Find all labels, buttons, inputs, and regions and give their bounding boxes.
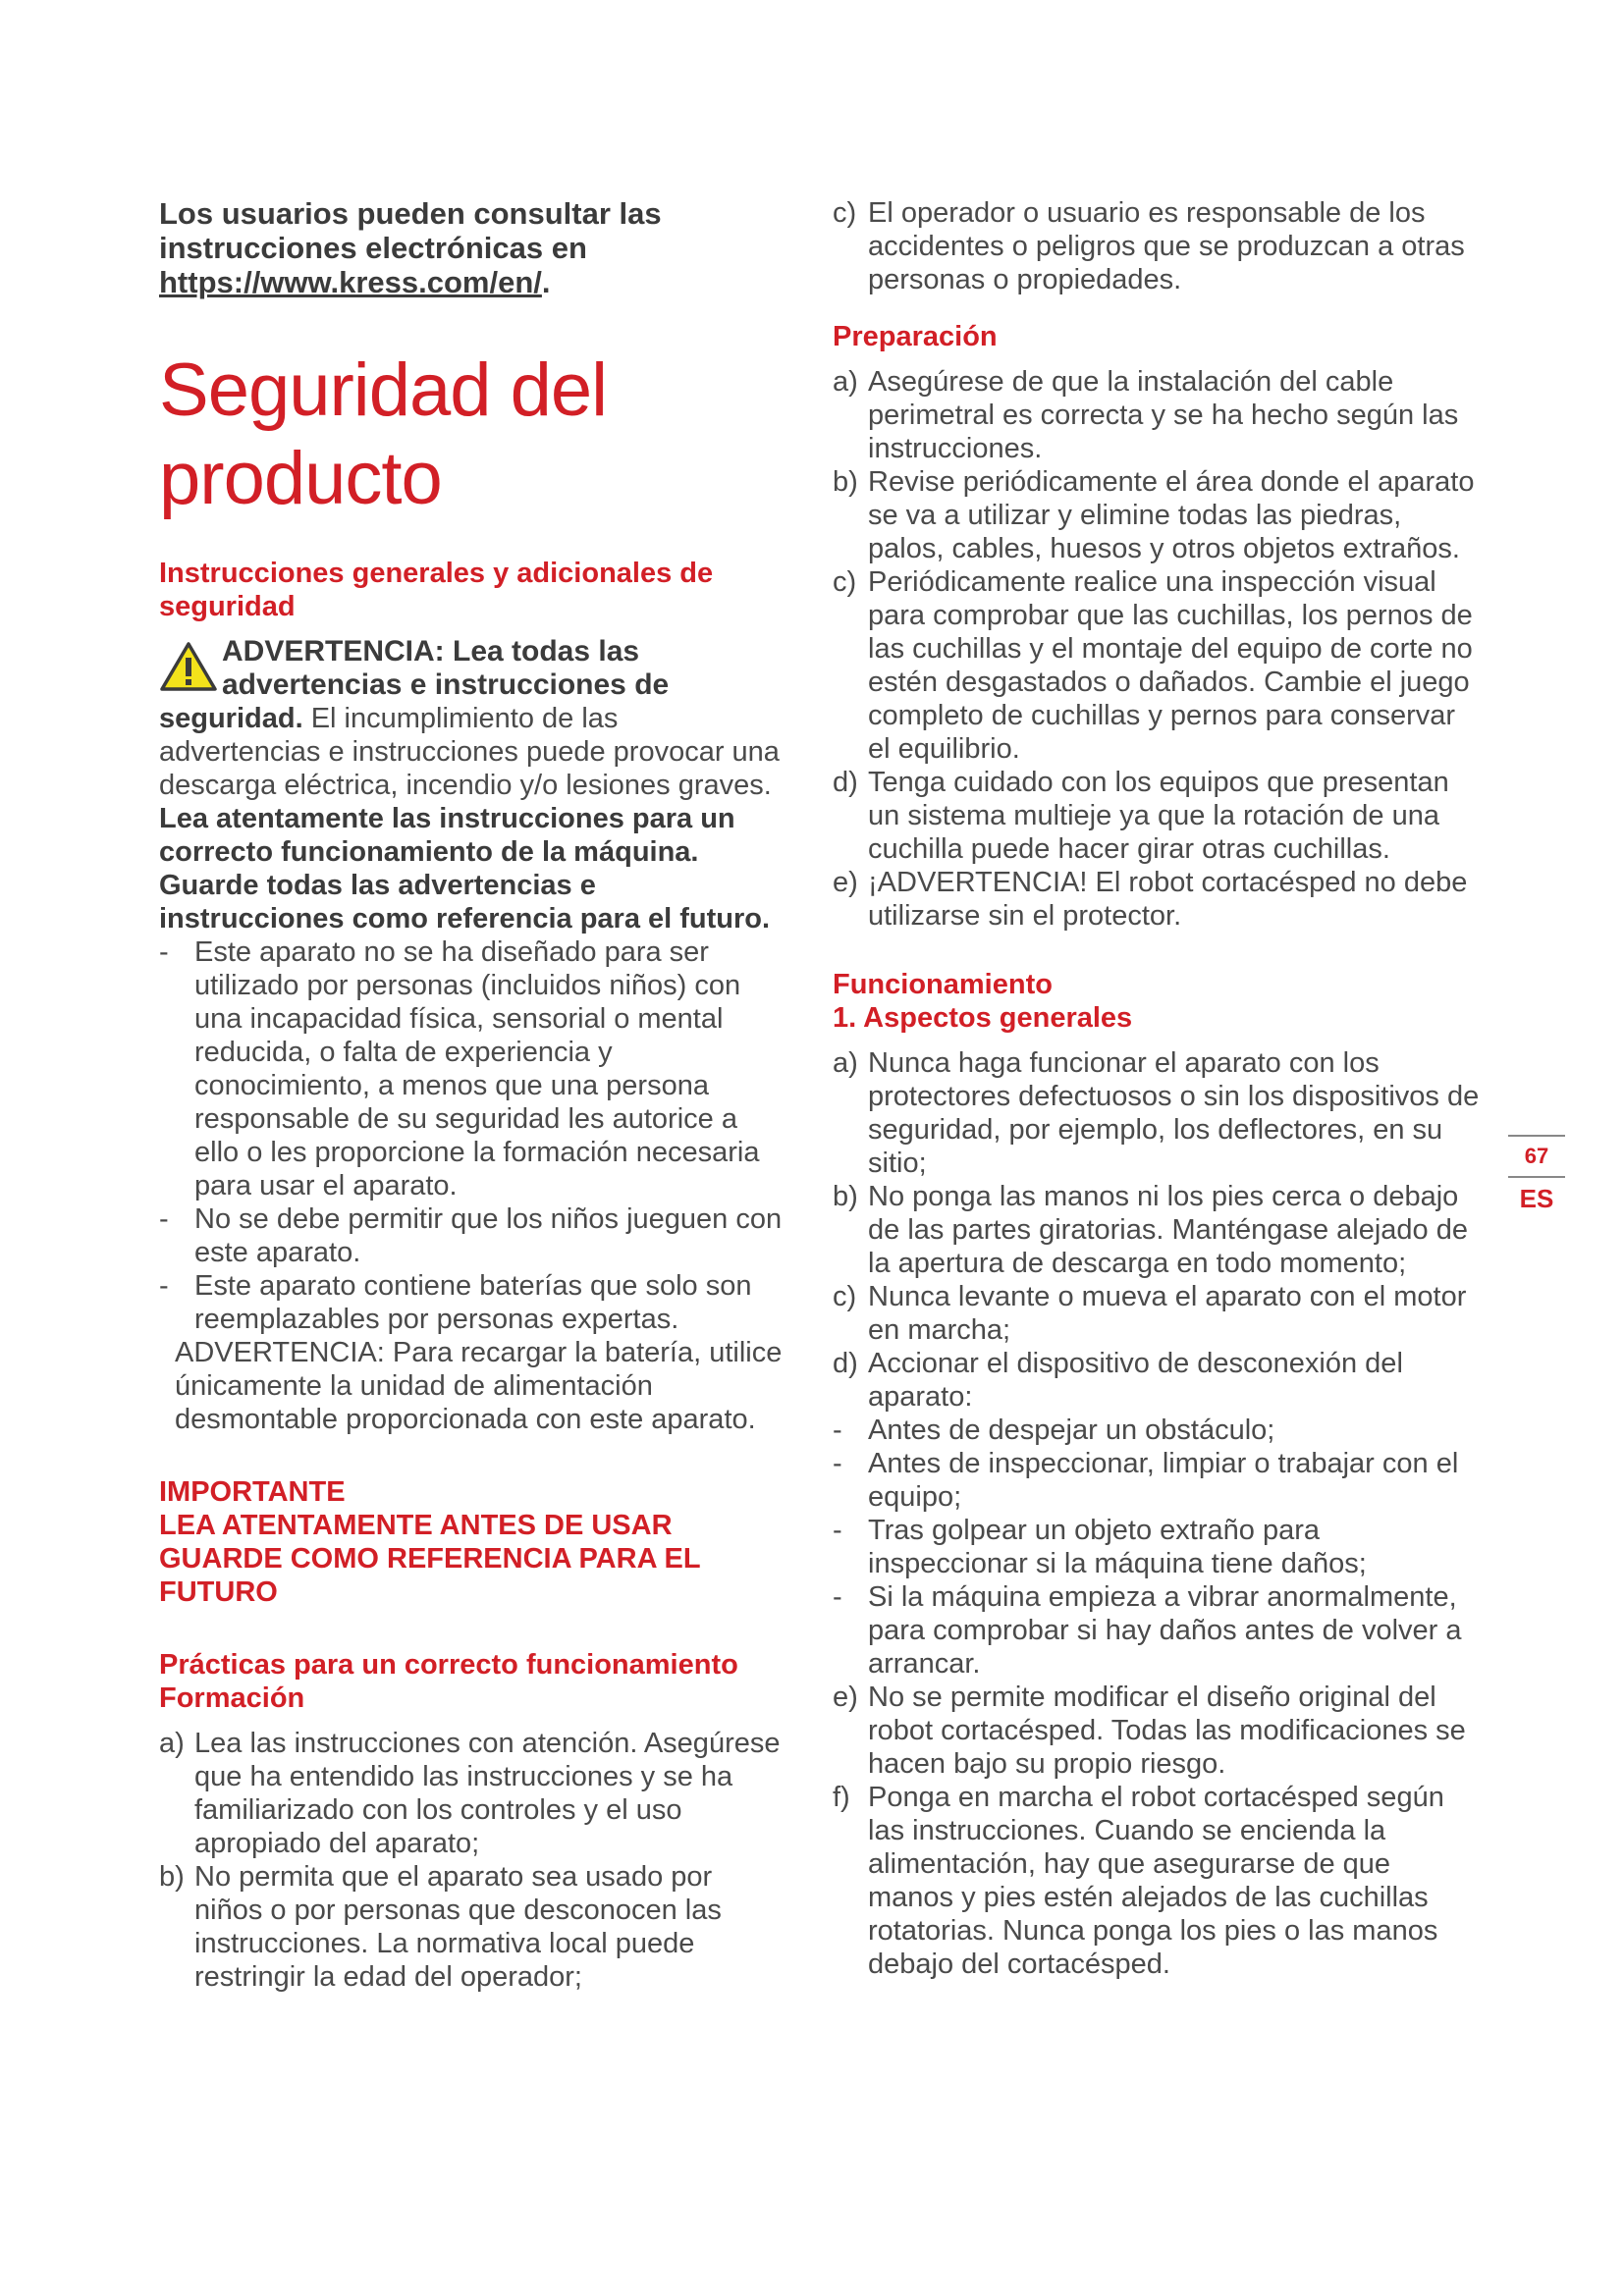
preparation-heading: Preparación	[833, 321, 998, 352]
warning-line-2: advertencias e instrucciones de	[222, 668, 670, 701]
page-marker	[1508, 1135, 1565, 1213]
list-item: c) El operador o usuario es responsable de los accidentes o peligros que se produzcan a otras personas o propiedades.	[833, 197, 1465, 295]
list-item: - Antes de despejar un obstáculo;	[833, 1415, 1275, 1446]
list-item: a) Asegúrese de que la instalación del cable perimetral es correcta y se ha hecho según las instrucciones.	[833, 366, 1459, 464]
read-carefully-text: Lea atentamente las instrucciones para un correcto funcionamiento de la máquina. Guarde todas las advertencias e instrucciones como referencia para el futuro.	[159, 803, 771, 934]
battery-warning: ADVERTENCIA: Para recargar la batería, utilice únicamente la unidad de alimentación desmontable proporcionada con este aparato.	[175, 1337, 783, 1435]
operation-heading: Funcionamiento	[833, 969, 1053, 1000]
important-line: IMPORTANTE	[159, 1476, 346, 1508]
list-item: - No se debe permitir que los niños jueguen con este aparato.	[159, 1203, 783, 1268]
list-item: b) Revise periódicamente el área donde el aparato se va a utilizar y elimine todas las piedras, palos, cables, huesos y otros objetos extraños.	[833, 466, 1475, 564]
operation-list	[833, 1046, 1481, 1981]
list-item: b) No ponga las manos ni los pies cerca o debajo de las partes giratorias. Manténgase alejado de la apertura de descarga en todo momento;	[833, 1181, 1468, 1279]
page-number: 67	[1524, 1144, 1549, 1168]
list-item: a) Nunca haga funcionar el aparato con los protectores defectuosos o sin los dispositivos de seguridad, por ejemplo, los deflectores, en su sitio;	[833, 1047, 1480, 1179]
dash-list	[159, 935, 785, 1336]
list-item: c) Nunca levante o mueva el aparato con el motor en marcha;	[833, 1281, 1467, 1346]
warning-line-1: ADVERTENCIA: Lea todas las	[222, 635, 640, 667]
warning-text: seguridad. El incumplimiento de las advertencias e instrucciones puede provocar una descarga eléctrica, incendio y/o lesiones graves.	[159, 703, 780, 801]
list-item: c) Periódicamente realice una inspección visual para comprobar que las cuchillas, los pernos de las cuchillas y el montaje del equipo de corte no estén desgastados o dañados. Cambie el juego completo de cuchillas y pernos para conservar el equilibrio.	[833, 566, 1473, 765]
list-item: d) Accionar el dispositivo de desconexión del aparato:	[833, 1348, 1403, 1413]
divider	[1508, 1176, 1565, 1178]
list-item: - Si la máquina empieza a vibrar anormalmente, para comprobar si hay daños antes de volver a arrancar.	[833, 1581, 1462, 1680]
general-aspects-heading: 1. Aspectos generales	[833, 1002, 1133, 1034]
list-item: e) No se permite modificar el diseño original del robot cortacésped. Todas las modificaciones se hacen bajo su propio riesgo.	[833, 1682, 1466, 1780]
intro-paragraph: Los usuarios pueden consultar las instrucciones electrónicas en https://www.kress.com/en/.	[159, 196, 662, 299]
right-column	[833, 196, 1481, 1981]
list-item: - Este aparato contiene baterías que solo son reemplazables por personas expertas.	[159, 1270, 752, 1335]
divider	[1508, 1135, 1565, 1137]
list-item: a) Lea las instrucciones con atención. Asegúrese que ha entendido las instrucciones y se ha familiarizado con los controles y el uso apropiado del aparato;	[159, 1728, 781, 1859]
training-heading: Formación	[159, 1682, 305, 1714]
important-block	[159, 1475, 785, 1609]
practices-heading: Prácticas para un correcto funcionamiento	[159, 1649, 738, 1681]
list-item: - Antes de inspeccionar, limpiar o trabajar con el equipo;	[833, 1448, 1459, 1513]
training-list	[159, 1727, 785, 1994]
list-item: d) Tenga cuidado con los equipos que presentan un sistema multieje ya que la rotación de una cuchilla puede hacer girar otras cuchillas.	[833, 767, 1449, 865]
warning-block	[159, 635, 785, 802]
general-instructions-heading: Instrucciones generales y adicionales de seguridad	[159, 558, 714, 622]
important-line: LEA ATENTAMENTE ANTES DE USAR	[159, 1510, 673, 1541]
list-item: f) Ponga en marcha el robot cortacésped según las instrucciones. Cuando se encienda la alimentación, hay que asegurarse de que manos y pies estén alejados de las cuchillas rotatorias. Nunca ponga los pies o las manos debajo del cortacésped.	[833, 1782, 1444, 1980]
list-item: b) No permita que el aparato sea usado por niños o por personas que desconocen las instrucciones. La normativa local puede restringir la edad del operador;	[159, 1861, 722, 1993]
left-column	[159, 196, 785, 1994]
list-item: e) ¡ADVERTENCIA! El robot cortacésped no debe utilizarse sin el protector.	[833, 867, 1468, 932]
page-title: Seguridad del producto	[159, 348, 608, 520]
list-item: - Tras golpear un objeto extraño para inspeccionar si la máquina tiene daños;	[833, 1515, 1367, 1579]
important-line: GUARDE COMO REFERENCIA PARA EL FUTURO	[159, 1543, 701, 1608]
language-code: ES	[1519, 1184, 1554, 1213]
warning-triangle-icon	[159, 641, 218, 692]
instructions-link[interactable]: https://www.kress.com/en/	[159, 265, 542, 299]
list-item: - Este aparato no se ha diseñado para ser utilizado por personas (incluidos niños) con una incapacidad física, sensorial o mental reducida, o falta de experiencia y conocimiento, a menos que una persona responsable de su seguridad les autorice a ello o les proporcione la formación necesaria para usar el aparato.	[159, 936, 760, 1201]
preparation-list	[833, 365, 1481, 933]
